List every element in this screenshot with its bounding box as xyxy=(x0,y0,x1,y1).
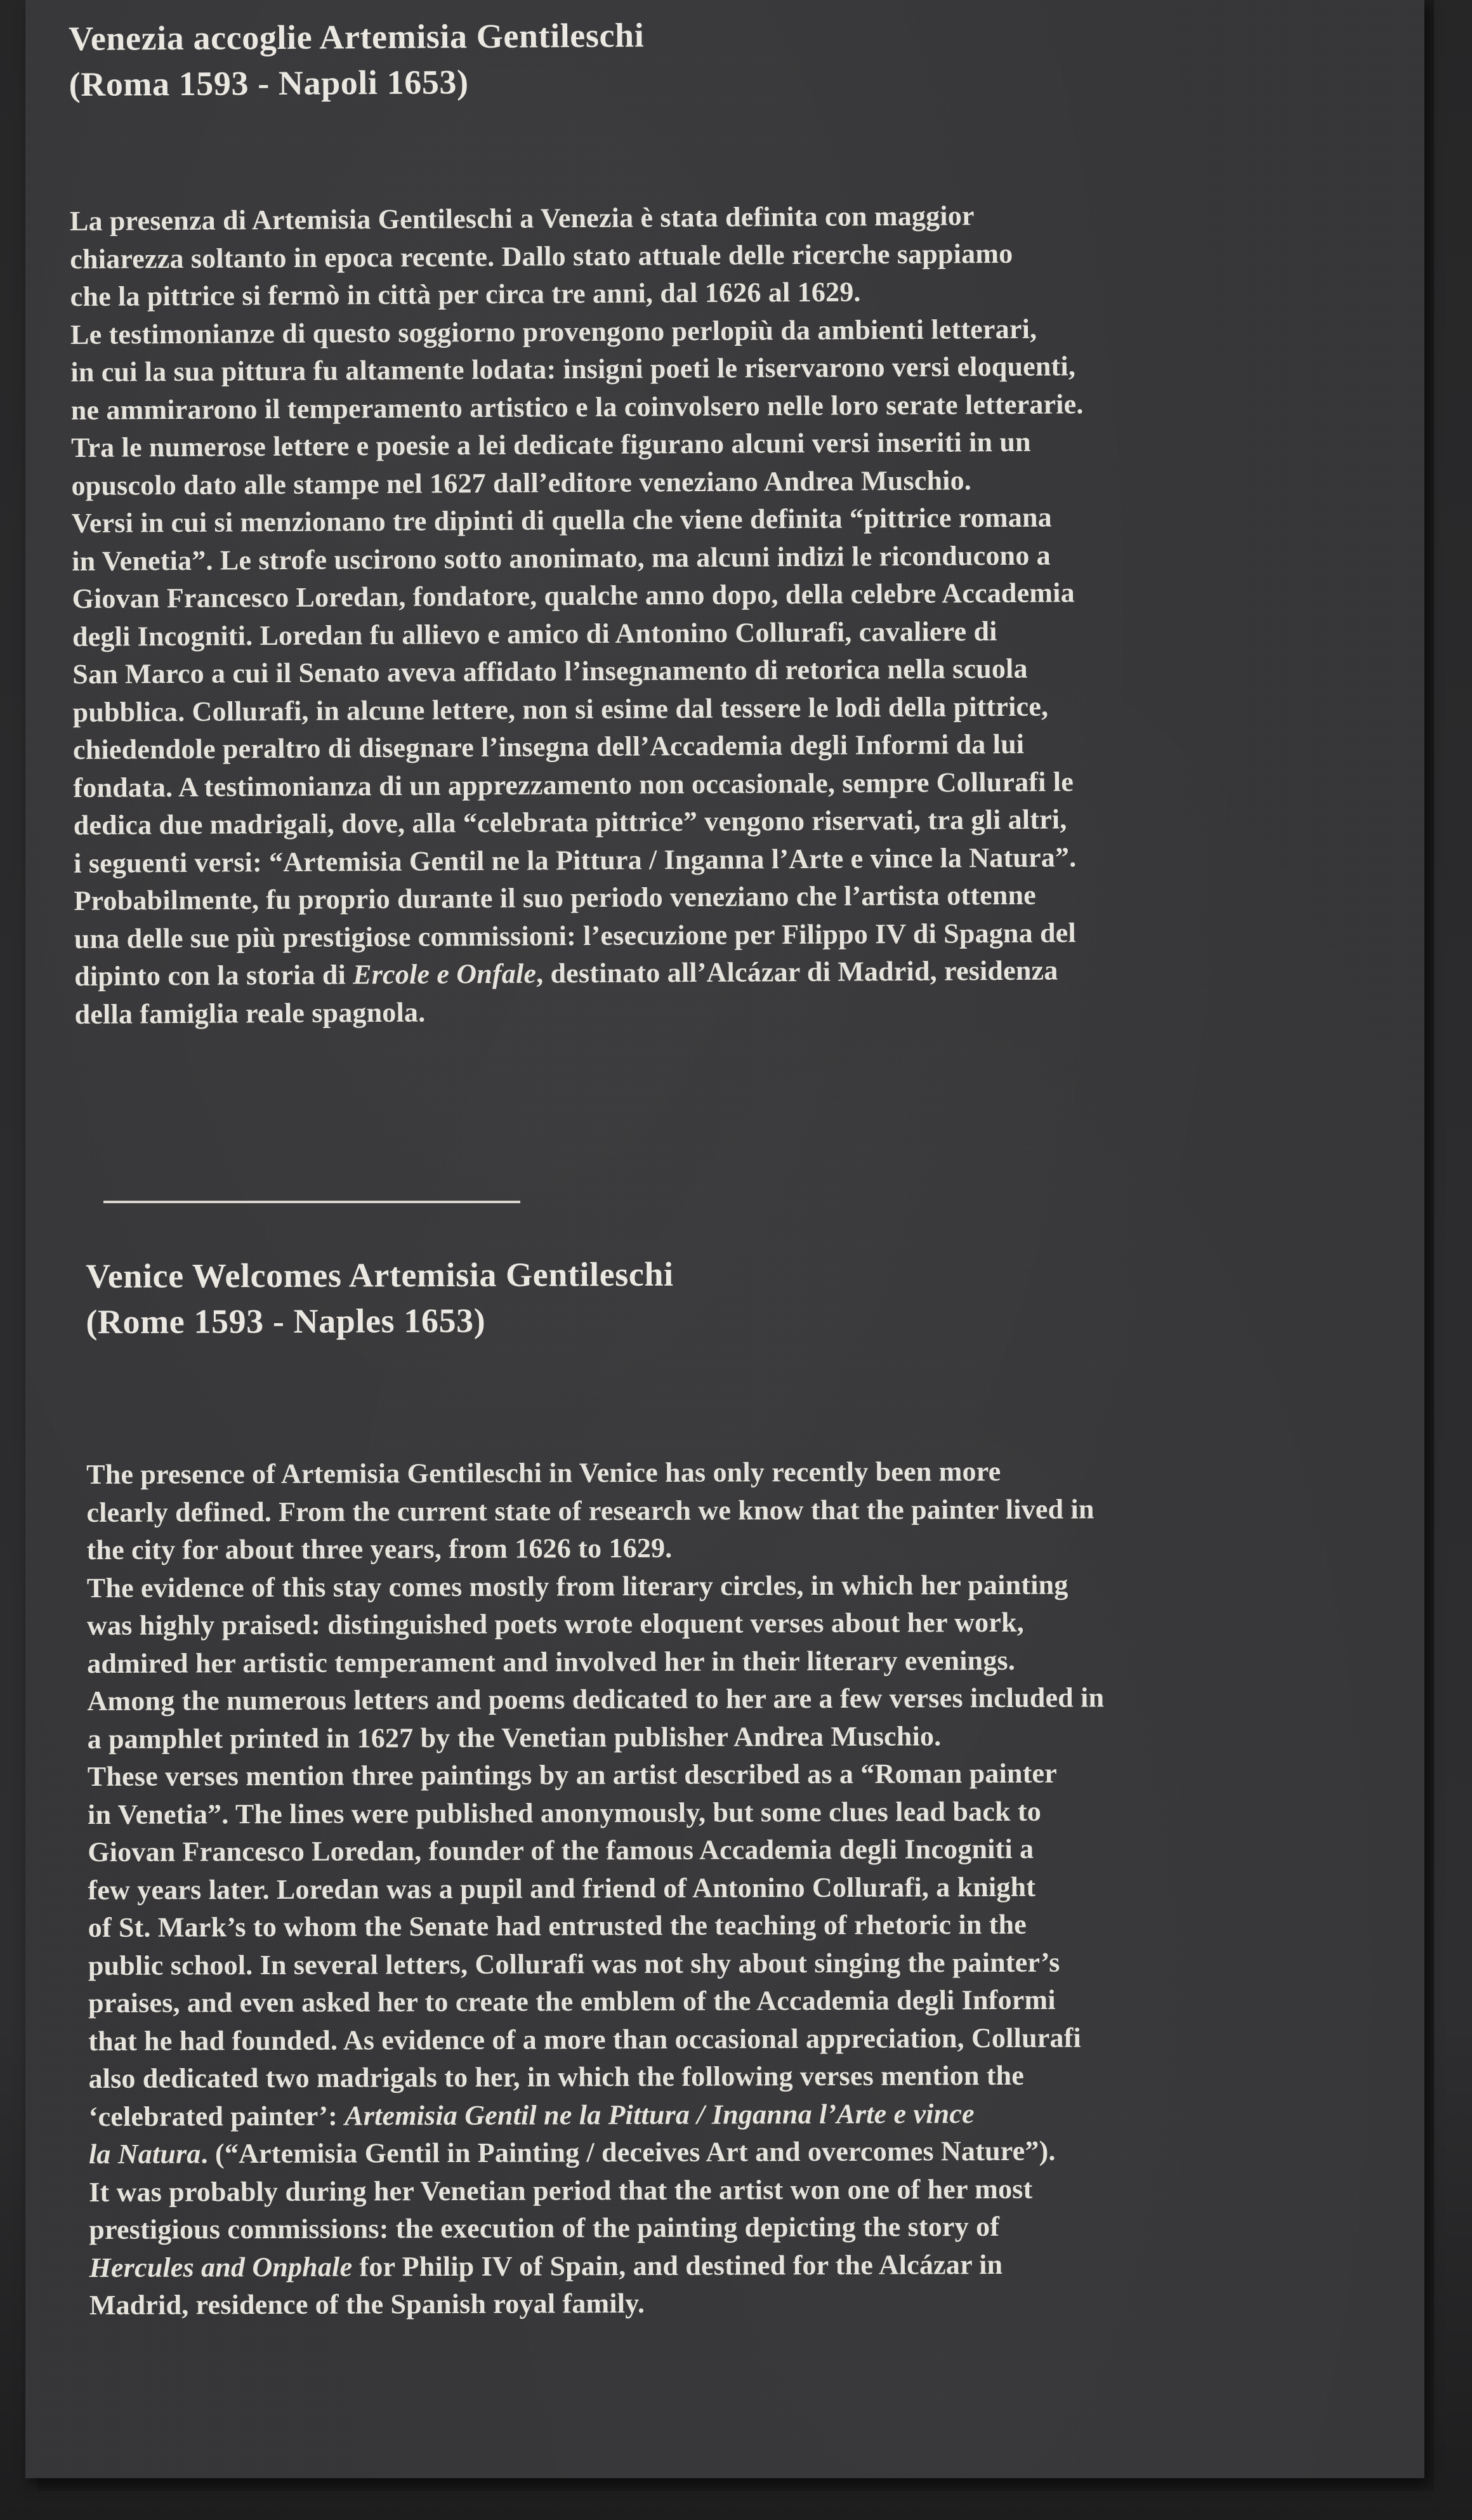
line-text: degli Incogniti. Loredan fu allievo e amico di Antonino Collurafi, cavaliere di xyxy=(72,615,997,652)
text-line xyxy=(87,1640,1394,1682)
line-text: Tra le numerose lettere e poesie a lei dedicate figurano alcuni versi inseriti in un xyxy=(71,426,1031,463)
line-text: , destinato all’Alcázar di Madrid, residenza xyxy=(536,954,1058,989)
line-text: una delle sue più prestigiose commissioni: l’esecuzione per Filippo IV di Spagna del xyxy=(74,916,1076,954)
text-line xyxy=(89,2093,1396,2135)
line-text: few years later. Loredan was a pupil and friend of Antonino Collurafi, a knight xyxy=(88,1871,1036,1906)
text-line xyxy=(86,1451,1393,1494)
english-subtitle: (Rome 1593 - Naples 1653) xyxy=(86,1301,486,1341)
line-text: a pamphlet printed in 1627 by the Venetian publisher Andrea Muschio. xyxy=(87,1720,942,1755)
line-text: della famiglia reale spagnola. xyxy=(74,996,426,1030)
line-text: San Marco a cui il Senato aveva affidato l’insegnamento di retorica nella scuola xyxy=(72,652,1028,690)
line-text: ne ammirarono il temperamento artistico e la coinvolsero nelle loro serate letterarie. xyxy=(70,388,1084,426)
line-text: praises, and even asked her to create the emblem of the Accademia degli Informi xyxy=(88,1984,1056,2019)
line-text: Probabilmente, fu proprio durante il suo periodo veneziano che l’artista ottenne xyxy=(74,879,1037,916)
italian-section xyxy=(69,8,1382,1033)
line-text: chiarezza soltanto in epoca recente. Dallo stato attuale delle ricerche sappiamo xyxy=(70,237,1013,275)
text-line xyxy=(89,2282,1396,2325)
text-line xyxy=(88,2017,1395,2060)
line-text: admired her artistic temperament and involved her in their literary evenings. xyxy=(87,1644,1016,1679)
line-text: The presence of Artemisia Gentileschi in Venice has only recently been more xyxy=(86,1455,1001,1490)
text-line xyxy=(88,1829,1395,1871)
text-line xyxy=(88,1904,1395,1947)
english-title: Venice Welcomes Artemisia Gentileschi xyxy=(86,1255,674,1295)
english-section xyxy=(86,1249,1396,2325)
line-text: Giovan Francesco Loredan, fondatore, qualche anno dopo, della celebre Accademia xyxy=(72,577,1075,614)
line-text: The evidence of this stay comes mostly from literary circles, in which her painting xyxy=(86,1569,1068,1604)
italic-title-text: Ercole e Onfale xyxy=(353,958,537,991)
line-text: Madrid, residence of the Spanish royal family. xyxy=(89,2287,645,2321)
italian-subtitle: (Roma 1593 - Napoli 1653) xyxy=(69,63,469,103)
text-line xyxy=(89,2207,1396,2249)
text-line xyxy=(88,1791,1395,1833)
line-text: the city for about three years, from 1626 to 1629. xyxy=(86,1532,673,1566)
line-text: in Venetia”. Le strofe uscirono sotto anonimato, ma alcuni indizi le riconducono a xyxy=(72,539,1051,577)
text-line xyxy=(89,2244,1396,2286)
text-line xyxy=(88,1980,1395,2022)
line-text: that he had founded. As evidence of a more than occasional appreciation, Collurafi xyxy=(88,2022,1082,2057)
text-line xyxy=(87,1678,1394,1720)
line-text: of St. Mark’s to whom the Senate had entrusted the teaching of rhetoric in the xyxy=(88,1908,1027,1943)
text-line xyxy=(89,2131,1396,2174)
line-text: clearly defined. From the current state of research we know that the painter lived in xyxy=(86,1493,1094,1528)
line-text: for Philip IV of Spain, and destined for the Alcázar in xyxy=(352,2248,1003,2283)
text-line xyxy=(89,2168,1396,2211)
line-text: was highly praised: distinguished poets wrote eloquent verses about her work, xyxy=(86,1606,1025,1641)
text-line xyxy=(87,1527,1394,1569)
line-text: Among the numerous letters and poems dedicated to her are a few verses included in xyxy=(87,1682,1105,1717)
text-line xyxy=(87,1602,1394,1645)
section-divider xyxy=(103,1201,520,1203)
italic-title-text: Artemisia Gentil ne la Pittura / Inganna l’Arte e vince xyxy=(345,2097,975,2132)
line-text: public school. In several letters, Collurafi was not shy about singing the painter’s xyxy=(88,1946,1060,1981)
line-text: chiedendole peraltro di disegnare l’insegna dell’Accademia degli Informi da lui xyxy=(72,728,1025,765)
english-body xyxy=(86,1451,1396,2325)
italic-title-text: Hercules and Onphale xyxy=(89,2251,353,2283)
line-text: Versi in cui si menzionano tre dipinti di quella che viene definita “pittrice romana xyxy=(71,501,1053,539)
line-text: i seguenti versi: “Artemisia Gentil ne la Pittura / Inganna l’Arte e vince la Natura”. xyxy=(74,841,1077,879)
line-text: La presenza di Artemisia Gentileschi a Venezia è stata definita con maggior xyxy=(69,200,975,237)
line-text: It was probably during her Venetian period that the artist won one of her most xyxy=(89,2173,1033,2208)
line-text: prestigious commissions: the execution of the painting depicting the story of xyxy=(89,2210,1000,2245)
line-text: che la pittrice si fermò in città per circa tre anni, dal 1626 al 1629. xyxy=(70,276,861,312)
text-line xyxy=(88,2055,1395,2098)
line-text: Giovan Francesco Loredan, founder of the famous Accademia degli Incogniti a xyxy=(88,1833,1034,1868)
line-text: in cui la sua pittura fu altamente lodata: insigni poeti le riservarono versi eloquenti, xyxy=(70,350,1076,388)
text-line xyxy=(88,1753,1395,1796)
italian-title: Venezia accoglie Artemisia Gentileschi xyxy=(69,16,645,58)
line-text: opuscolo dato alle stampe nel 1627 dall’editore veneziano Andrea Muschio. xyxy=(71,464,972,501)
line-text: fondata. A testimonianza di un apprezzamento non occasionale, sempre Collurafi le xyxy=(73,765,1074,803)
text-line xyxy=(88,1866,1395,1909)
line-text: dedica due madrigali, dove, alla “celebrata pittrice” vengono riservati, tra gli altri, xyxy=(73,803,1067,841)
line-text: in Venetia”. The lines were published anonymously, but some clues lead back to xyxy=(88,1795,1042,1830)
line-text: These verses mention three paintings by an artist described as a “Roman painter xyxy=(87,1757,1058,1792)
line-text: ‘celebrated painter’: xyxy=(88,2100,345,2132)
text-line xyxy=(87,1564,1394,1607)
line-text: pubblica. Collurafi, in alcune lettere, non si esime dal tessere le lodi della pittrice, xyxy=(72,690,1049,728)
italian-body xyxy=(70,194,1382,1033)
line-text: also dedicated two madrigals to her, in which the following verses mention the xyxy=(88,2059,1025,2094)
text-line xyxy=(88,1942,1395,1984)
line-text: Le testimonianze di questo soggiorno provengono perlopiù da ambienti letterari, xyxy=(70,313,1037,350)
text-line xyxy=(74,987,1381,1033)
italic-title-text: la Natura xyxy=(88,2138,201,2170)
line-text: . (“Artemisia Gentil in Painting / deceives Art and overcomes Nature”). xyxy=(200,2135,1056,2170)
text-line xyxy=(88,1715,1395,1758)
text-line xyxy=(86,1489,1393,1531)
line-text: dipinto con la storia di xyxy=(74,959,353,992)
